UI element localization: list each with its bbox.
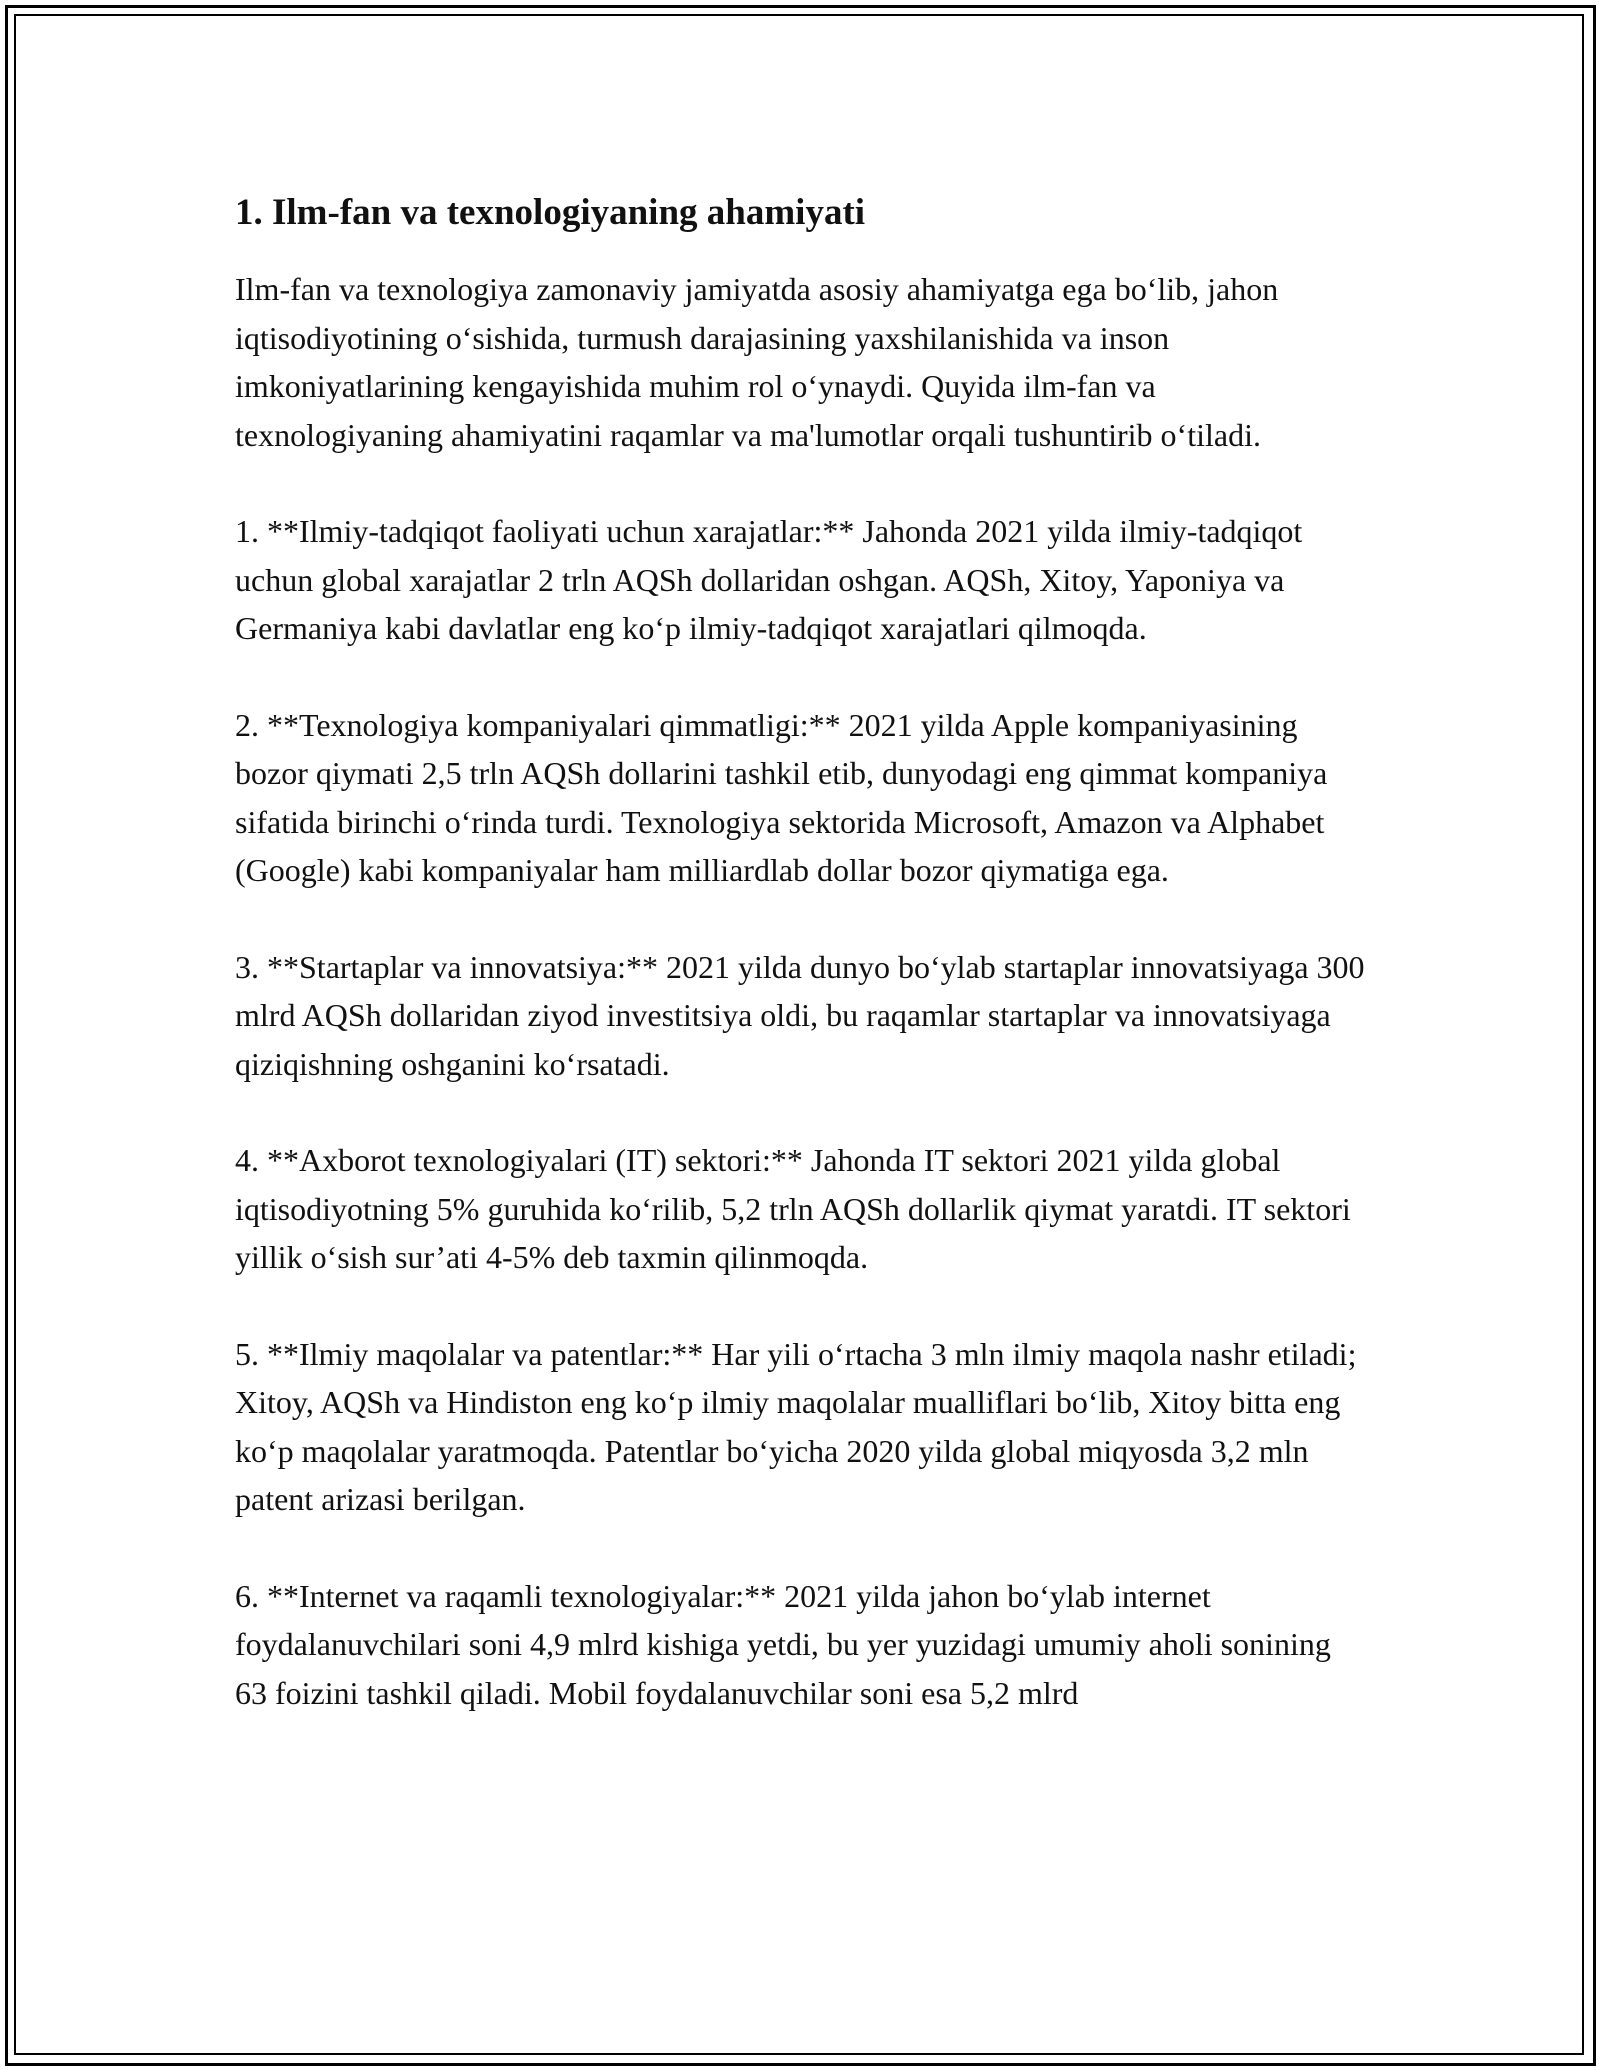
document-body (235, 188, 1365, 1717)
list-item-startups: 3. **Startaplar va innovatsiya:** 2021 yilda dunyo boʻylab startaplar innovatsiyaga 300 mlrd AQSh dollaridan ziyod investitsiya oldi, bu raqamlar startaplar va innovatsiyaga qiziqishning oshganini koʻrsatadi. (235, 948, 1365, 1082)
list-item-it-sector: 4. **Axborot texnologiyalari (IT) sektori:** Jahonda IT sektori 2021 yilda global iqtisodiyotning 5% guruhida koʻrilib, 5,2 trln AQSh dollarlik qiymat yaratdi. IT sektori yillik oʻsish sur’ati 4-5% deb taxmin qilinmoqda. (235, 1142, 1351, 1275)
list-item-papers-patents: 5. **Ilmiy maqolalar va patentlar:** Har yili oʻrtacha 3 mln ilmiy maqola nashr etiladi; Xitoy, AQSh va Hindiston eng koʻp ilmiy maqolalar mualliflari boʻlib, Xitoy bitta eng koʻp maqolalar yaratmoqda. Patentlar boʻyicha 2020 yilda global miqyosda 3,2 mln patent arizasi berilgan. (235, 1335, 1357, 1517)
document-title: 1. Ilm-fan va texnologiyaning ahamiyati (235, 192, 866, 233)
intro-paragraph: Ilm-fan va texnologiya zamonaviy jamiyatda asosiy ahamiyatga ega boʻlib, jahon iqtisodiyotining oʻsishida, turmush darajasining yaxshilanishida va inson imkoniyatlarining kengayishida muhim rol oʻynaydi. Quyida ilm-fan va texnologiyaning ahamiyatini raqamlar va ma'lumotlar orqali tushuntirib oʻtiladi. (235, 271, 1279, 453)
list-item-internet: 6. **Internet va raqamli texnologiyalar:** 2021 yilda jahon boʻylab internet foydalanuvchilari soni 4,9 mlrd kishiga yetdi, bu yer yuzidagi umumiy aholi sonining 63 foizini tashkil qiladi. Mobil foydalanuvchilar soni esa 5,2 mlrd (235, 1577, 1331, 1711)
list-item-research-spending: 1. **Ilmiy-tadqiqot faoliyati uchun xarajatlar:** Jahonda 2021 yilda ilmiy-tadqiqot uchun global xarajatlar 2 trln AQSh dollaridan oshgan. AQSh, Xitoy, Yaponiya va Germaniya kabi davlatlar eng koʻp ilmiy-tadqiqot xarajatlari qilmoqda. (235, 513, 1303, 646)
list-item-tech-companies: 2. **Texnologiya kompaniyalari qimmatligi:** 2021 yilda Apple kompaniyasining bozor qiymati 2,5 trln AQSh dollarini tashkil etib, dunyodagi eng qimmat kompaniya sifatida birinchi oʻrinda turdi. Texnologiya sektorida Microsoft, Amazon va Alphabet (Google) kabi kompaniyalar ham milliardlab dollar bozor qiymatiga ega. (235, 706, 1328, 888)
